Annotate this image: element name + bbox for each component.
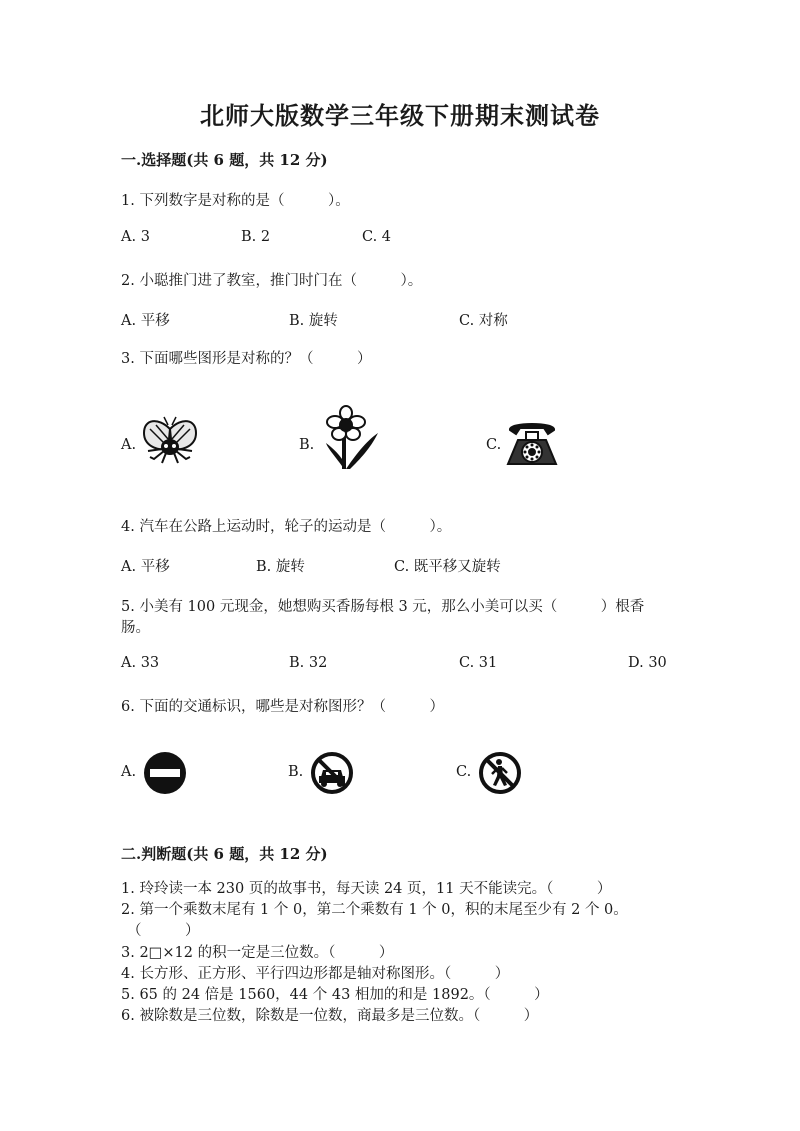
- question-5-option-c: C. 31: [459, 655, 498, 671]
- question-1-option-b: B. 2: [241, 229, 271, 245]
- question-6-option-a: A.: [121, 764, 137, 780]
- question-1-option-a: A. 3: [121, 229, 150, 245]
- flower-picture: [320, 405, 380, 471]
- question-6-option-b: B.: [288, 764, 304, 780]
- question-3-option-a: A.: [121, 437, 137, 453]
- judgement-item-3: 3. 2□×12 的积一定是三位数。（ ）: [121, 945, 394, 961]
- question-3-text: 3. 下面哪些图形是对称的？（ ）: [121, 351, 372, 367]
- insect-picture: [138, 413, 202, 467]
- question-2-text: 2. 小聪推门进了教室，推门时门在（ ）。: [121, 273, 423, 289]
- judgement-item-6: 6. 被除数是三位数，除数是一位数，商最多是三位数。（ ）: [121, 1008, 539, 1024]
- question-5-text-line1: 5. 小美有 100 元现金，她想购买香肠每根 3 元，那么小美可以买（ ）根香: [121, 599, 645, 615]
- page-title: 北师大版数学三年级下册期末测试卷: [200, 101, 600, 130]
- question-3-option-c: C.: [486, 437, 502, 453]
- question-4-option-a: A. 平移: [121, 559, 170, 575]
- question-3-option-b: B.: [299, 437, 315, 453]
- question-2-option-b: B. 旋转: [289, 313, 338, 329]
- no-motor-vehicle-sign: [310, 751, 354, 795]
- no-pedestrian-sign: [478, 751, 522, 795]
- judgement-item-5: 5. 65 的 24 倍是 1560，44 个 43 相加的和是 1892。（ ）: [121, 987, 549, 1003]
- judgement-item-2: 2. 第一个乘数末尾有 1 个 0，第二个乘数有 1 个 0，积的末尾至少有 2 个 0。: [121, 902, 628, 918]
- section-heading-choice: 一.选择题(共 6 题，共 12 分): [121, 151, 328, 169]
- telephone-picture: [504, 418, 560, 470]
- question-4-option-b: B. 旋转: [256, 559, 305, 575]
- judgement-item-1: 1. 玲玲读一本 230 页的故事书，每天读 24 页，11 天不能读完。（ ）: [121, 881, 612, 897]
- section-heading-judgement: 二.判断题(共 6 题，共 12 分): [121, 845, 328, 863]
- judgement-item-4: 4. 长方形、正方形、平行四边形都是轴对称图形。（ ）: [121, 966, 510, 982]
- question-4-text: 4. 汽车在公路上运动时，轮子的运动是（ ）。: [121, 519, 452, 535]
- question-5-text-line2: 肠。: [121, 620, 150, 636]
- question-2-option-a: A. 平移: [121, 313, 170, 329]
- question-5-option-a: A. 33: [121, 655, 160, 671]
- question-5-option-d: D. 30: [628, 655, 667, 671]
- question-4-option-c: C. 既平移又旋转: [394, 559, 501, 575]
- question-1-option-c: C. 4: [362, 229, 392, 245]
- question-1-text: 1. 下列数字是对称的是（ ）。: [121, 193, 350, 209]
- question-5-option-b: B. 32: [289, 655, 328, 671]
- question-6-text: 6. 下面的交通标识，哪些是对称图形？（ ）: [121, 699, 444, 715]
- no-entry-sign: [143, 751, 187, 795]
- question-6-option-c: C.: [456, 764, 472, 780]
- question-2-option-c: C. 对称: [459, 313, 508, 329]
- judgement-item-2-blank: （ ）: [127, 923, 200, 939]
